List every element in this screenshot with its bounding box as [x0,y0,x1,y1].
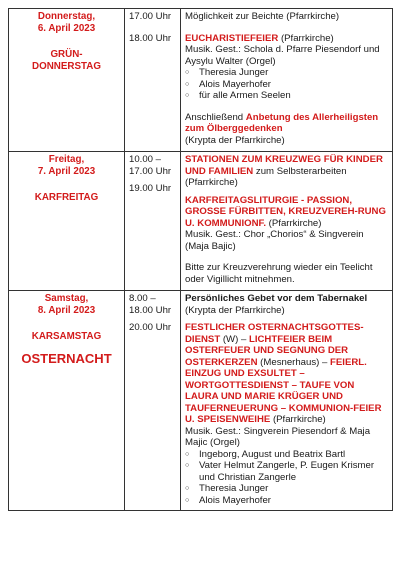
event-text [185,33,388,45]
table-row [9,9,393,152]
list-item: ○ Vater Helmut Zangerle, P. Eugen Krismer und Christian Zangerle [185,460,388,483]
music-text: Musik. Gest.: Singverein Piesendorf & Maja Majic (Orgel) [185,425,371,448]
list-item: ○ Ingeborg, August und Beatrix Bartl [185,449,388,461]
stations-text [185,154,388,189]
prayer-title: Persönliches Gebet vor dem Tabernakel [185,293,368,304]
confession-text: Möglichkeit zur Beichte (Pfarrkirche) [185,11,340,22]
prayer-location: (Krypta der Pfarrkirche) [185,304,285,316]
list-item: ○ Alois Mayerhofer [185,79,388,91]
day-cell [9,152,125,291]
time-cell [125,9,181,152]
adoration-text [185,112,388,135]
adoration-location: (Krypta der Pfarrkirche) [185,134,285,146]
document [8,8,392,511]
time-value: 8.00 – 18.00 Uhr [129,293,172,316]
day-name: KARFREITAG [34,192,99,203]
liturgy-text [185,195,388,230]
event-location: (Pfarrkirche) [278,32,334,44]
prayer-text [185,293,388,316]
time-value: 17.00 Uhr [129,11,172,22]
liturgy-title: KARFREITAGSLITURGIE - PASSION, GROSSE FÜRBITTEN, KREUZVEREH-RUNG U. KOMMUNIONF. [185,194,386,229]
list-item: ○ Theresia Junger [185,67,388,79]
description-cell [181,152,393,291]
list-item: ○ für alle Armen Seelen [185,90,388,102]
description-cell [181,9,393,152]
time-value: 19.00 Uhr [129,183,172,194]
table-row [9,291,393,511]
time-cell [125,291,181,511]
day-highlight: OSTERNACHT [21,351,112,366]
vigil-church: (Pfarrkirche) [270,414,326,425]
intention-list [185,67,388,102]
time-value: 10.00 – 17.00 Uhr [129,154,172,177]
day-cell [9,291,125,511]
liturgy-location: (Pfarrkirche) [266,217,322,229]
table-row [9,152,393,291]
vigil-light: LICHTFEIER BEIM OSTERFEUER UND SEGNUNG DER OSTERKERZEN [185,333,349,368]
list-item: ○ Alois Mayerhofer [185,495,388,507]
vigil-marker: (W) – [220,333,249,345]
list-item: ○ Theresia Junger [185,483,388,495]
intention-list [185,449,388,507]
music-text: Musik. Gest.: Schola d. Pfarre Piesendorf und Aysylu Walter (Orgel) [185,44,380,67]
schedule-table [8,8,393,511]
day-date: Donnerstag, 6. April 2023 [37,11,96,34]
vigil-text [185,322,388,426]
time-cell [125,152,181,291]
vigil-location: (Mesnerhaus) – [257,356,331,368]
day-date: Samstag, 8. April 2023 [37,293,96,316]
adoration-prefix: Anschließend [185,111,246,123]
note-text: Bitte zur Kreuzverehrung wieder ein Teelicht oder Vigillicht mitnehmen. [185,262,373,285]
event-title: EUCHARISTIEFEIER [185,32,279,44]
vigil-title: FESTLICHER OSTERNACHTSGOTTES-DIENST [185,322,364,345]
time-value: 18.00 Uhr [129,32,172,44]
description-cell [181,291,393,511]
stations-title: STATIONEN ZUM KREUZWEG FÜR KINDER UND FAMILIEN [185,154,383,177]
adoration-title: Anbetung des Allerheiligsten zum Ölberggedenken [185,111,379,134]
day-name: GRÜN- DONNERSTAG [32,49,101,72]
stations-rest: zum Selbsterarbeiten (Pfarrkirche) [185,165,347,188]
time-value: 20.00 Uhr [129,322,172,333]
music-text: Musik. Gest.: Chor „Chorios“ & Singverein (Maja Bajic) [185,229,364,252]
day-cell [9,9,125,152]
vigil-rest: FEIERL. EINZUG UND EXSULTET – WORTGOTTESDIENST – TAUFE VON LAURA UND MARIE KRÜGER UND TAUFERNEUERUNG – KOMMUNION-FEIER U. SPEISENWEIHE [185,356,382,425]
day-name: KARSAMSTAG [31,331,102,342]
day-date: Freitag, 7. April 2023 [37,154,96,177]
